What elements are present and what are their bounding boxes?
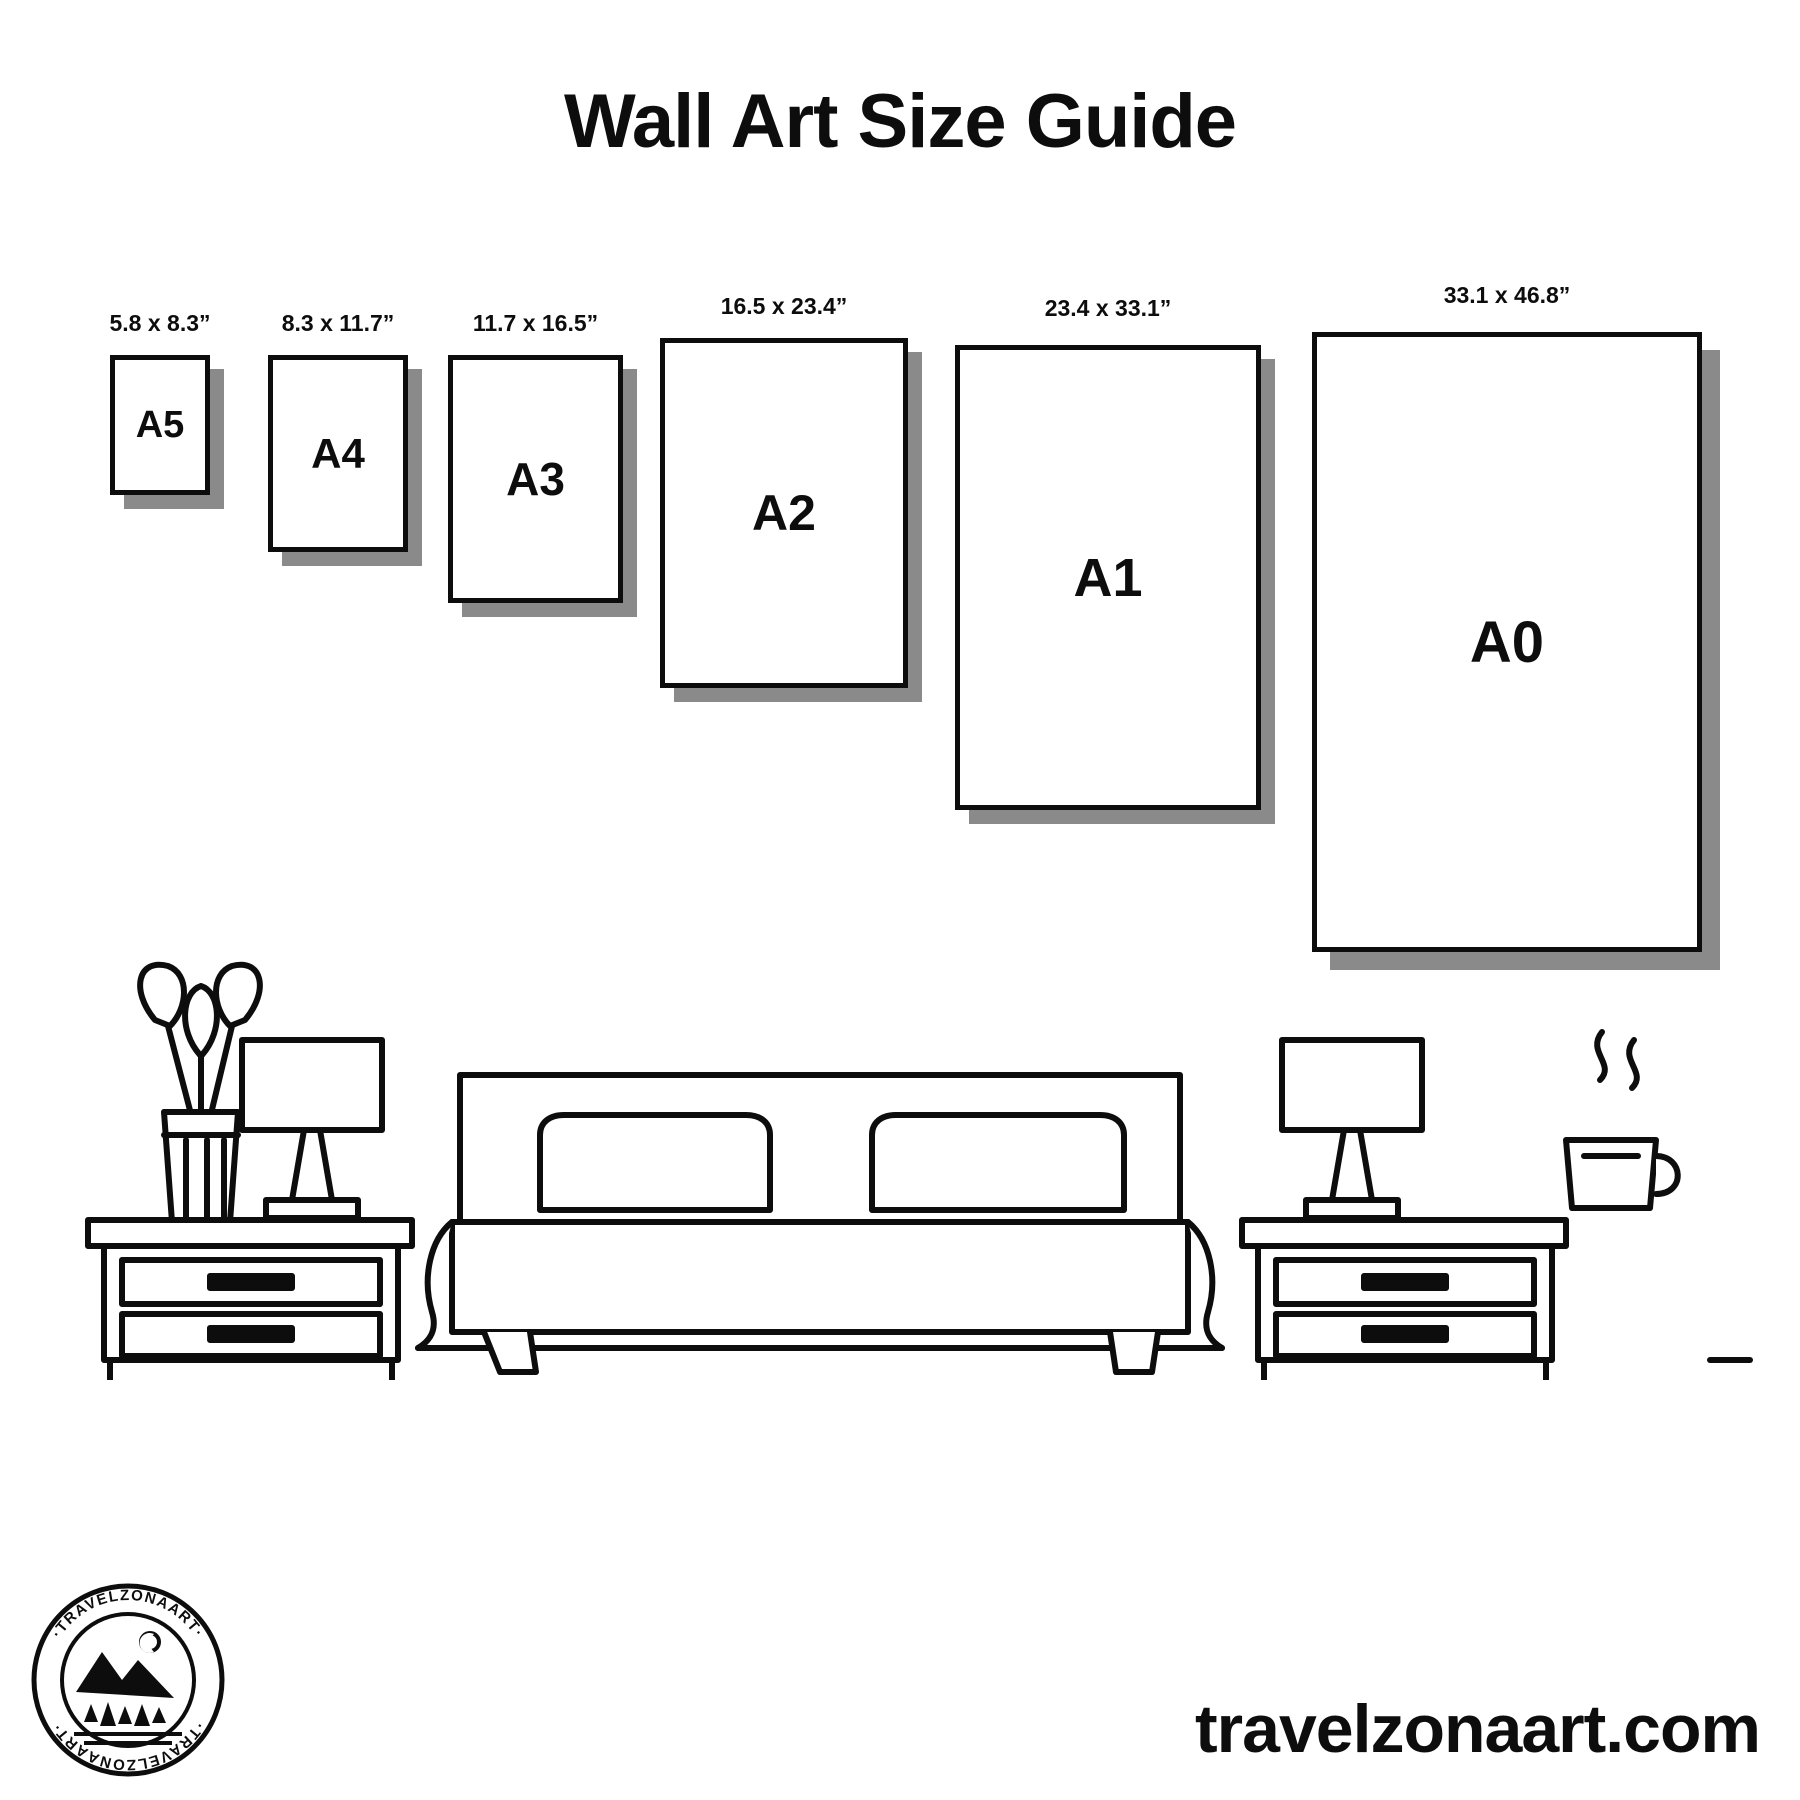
poster-a1-dimensions: 23.4 x 33.1” <box>1044 295 1172 321</box>
poster-a0-label: A0 <box>1469 609 1545 675</box>
poster-a2[interactable] <box>660 293 908 688</box>
poster-a5[interactable] <box>109 310 211 495</box>
poster-a5-dimensions: 5.8 x 8.3” <box>109 310 211 336</box>
poster-a0-dimensions: 33.1 x 46.8” <box>1443 282 1571 308</box>
poster-a4-sheet[interactable] <box>268 355 408 552</box>
travelzonaart-logo <box>28 1580 228 1780</box>
poster-a4-label: A4 <box>311 429 365 477</box>
poster-a5-label: A5 <box>135 403 185 446</box>
poster-a0[interactable] <box>1312 282 1702 952</box>
bedroom-scene <box>60 960 1760 1380</box>
table-lamp-left <box>242 1040 382 1218</box>
poster-a0-sheet[interactable] <box>1312 332 1702 952</box>
logo-text-bottom: ·TRAVELZONAART· <box>48 1718 208 1774</box>
poster-a1[interactable] <box>955 295 1261 810</box>
nightstand-right <box>1242 1220 1566 1380</box>
poster-a2-dimensions: 16.5 x 23.4” <box>720 293 848 319</box>
poster-a3-dimensions: 11.7 x 16.5” <box>472 310 599 336</box>
poster-a1-label: A1 <box>1073 547 1143 608</box>
poster-a3-sheet[interactable] <box>448 355 623 603</box>
bed <box>418 1075 1222 1372</box>
table-lamp-right <box>1282 1040 1422 1218</box>
poster-a1-sheet[interactable] <box>955 345 1261 810</box>
poster-a2-sheet[interactable] <box>660 338 908 688</box>
logo-text-top: ·TRAVELZONAART· <box>48 1586 208 1642</box>
poster-a2-label: A2 <box>752 485 816 541</box>
poster-a4[interactable] <box>268 310 408 552</box>
poster-a5-sheet[interactable] <box>110 355 210 495</box>
site-url[interactable]: travelzonaart.com <box>1195 1691 1760 1767</box>
poster-a3[interactable] <box>448 310 623 603</box>
nightstand-left <box>88 1220 412 1380</box>
poster-a3-label: A3 <box>506 453 565 505</box>
poster-a4-dimensions: 8.3 x 11.7” <box>281 310 395 336</box>
coffee-cup-icon <box>1566 1032 1678 1208</box>
page-title: Wall Art Size Guide <box>563 79 1237 164</box>
